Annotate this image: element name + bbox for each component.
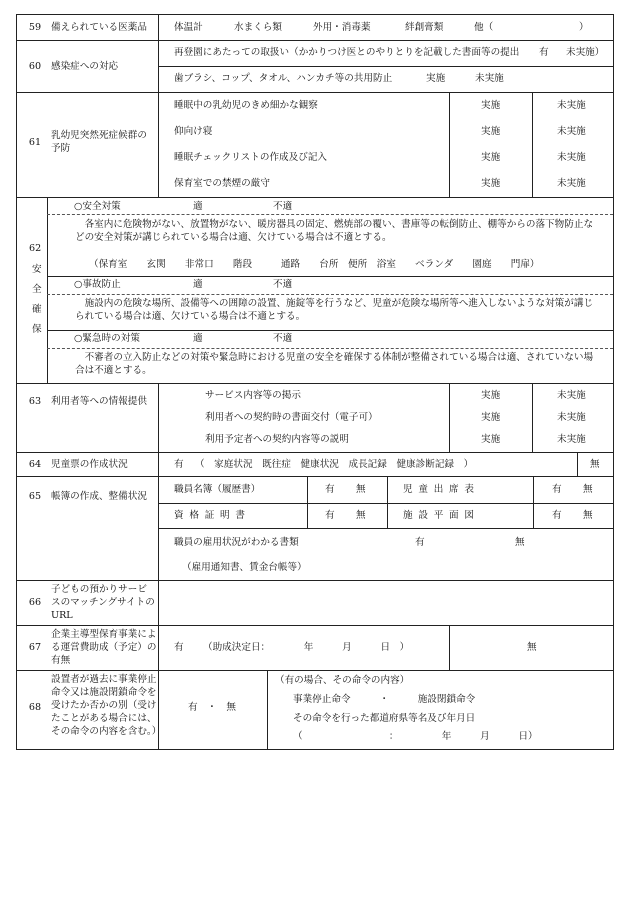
employment-documents: 職員の雇用状況がわかる書類: [174, 537, 299, 548]
item-other-close: ）: [579, 22, 589, 33]
record-yes: 有: [174, 459, 184, 470]
side-label-char: 確: [32, 304, 42, 315]
info-item-yes: 実施: [481, 412, 501, 423]
row-63: [17, 384, 613, 453]
qualification-no: 無: [356, 510, 366, 521]
row-64: [17, 453, 613, 477]
row-67: [17, 626, 613, 671]
sids-item-yes: 実施: [481, 152, 501, 163]
row-label: 帳簿の作成、整備状況: [51, 491, 147, 502]
accident-prevention-body: 施設内の危険な場所、設備等への囲障の設置、施錠等を行うなど、児童が危険な場所等へ進入しないような対策が講じられている場合は適、欠けている場合は不適とする。: [75, 298, 594, 322]
readmission-handling: 再登園にあたっての取扱い（かかりつけ医とのやりとりを記載した書面等の提出: [174, 47, 520, 58]
row-label: 利用者等への情報提供: [51, 396, 147, 407]
shared-items-no: 未実施: [475, 73, 504, 84]
shared-items-prevention: 歯ブラシ、コップ、タオル、ハンカチ等の共用防止: [174, 73, 393, 84]
sids-item-text: 睡眠チェックリストの作成及び記入: [174, 152, 328, 163]
floor-plan-yes: 有: [552, 510, 562, 521]
sids-item-no: 未実施: [557, 178, 586, 189]
inspection-table: [16, 14, 614, 750]
item-thermometer: 体温計: [174, 22, 203, 33]
row-number: 65: [28, 491, 42, 502]
accident-prevention-title: ○事故防止: [74, 279, 121, 290]
qualification-certificate: 資格証明書: [174, 510, 251, 521]
info-item-text: サービス内容等の掲示: [205, 390, 301, 401]
row-number: 66: [28, 597, 42, 608]
floor-plan-no: 無: [583, 510, 593, 521]
sids-item-no: 未実施: [557, 152, 586, 163]
order-issuer: その命令を行った都道府県等名及び年月日: [293, 713, 476, 724]
safety-measures-body: 各室内に危険物がない、放置物がない、暖房器具の固定、燃焼部の覆い、書庫等の転倒防止、棚等からの落下物防止などの安全対策が講じられている場合は適、欠けている場合は不適とする。: [75, 219, 594, 243]
side-label-char: 安: [32, 264, 42, 275]
row-61: [17, 93, 613, 198]
row-68: [17, 671, 613, 749]
qualification-yes: 有: [325, 510, 335, 521]
row-65: [17, 477, 613, 581]
order-detail-header: （有の場合、その命令の内容）: [275, 675, 410, 686]
info-item-no: 未実施: [557, 412, 586, 423]
row-label: 乳幼児突然死症候群の予防: [51, 130, 147, 154]
row-label: 企業主導型保育事業による運営費助成（予定）の有無: [51, 629, 157, 666]
info-item-no: 未実施: [557, 434, 586, 445]
row-number: 61: [28, 137, 42, 148]
shared-items-yes: 実施: [426, 73, 446, 84]
item-ice-pillow: 水まくら類: [234, 22, 282, 33]
subsidy-yes: 有: [174, 642, 184, 653]
row-number: 64: [28, 459, 42, 470]
attendance-sheet: 児童出席表: [403, 484, 480, 495]
sids-item-yes: 実施: [481, 100, 501, 111]
emergency-title: ○緊急時の対策: [74, 333, 140, 344]
item-bandage: 絆創膏類: [405, 22, 444, 33]
row-60: [17, 41, 613, 93]
order-choice: 有 ・ 無: [188, 702, 236, 713]
item-other: 他（: [474, 22, 494, 33]
safety-measures-ng: 不適: [273, 201, 293, 212]
readmission-no: 未実施）: [566, 47, 605, 58]
sids-item-text: 睡眠中の乳幼児のきめ細かな観察: [174, 100, 318, 111]
row-62: [17, 198, 613, 384]
order-types: 事業停止命令 ・ 施設閉鎖命令: [293, 694, 476, 705]
safety-measures-ok: 適: [193, 201, 203, 212]
side-label-char: 保: [32, 324, 42, 335]
staff-roster-no: 無: [356, 484, 366, 495]
subsidy-date: （助成決定日： 年 月 日 ）: [203, 642, 410, 653]
info-item-yes: 実施: [481, 390, 501, 401]
info-item-text: 利用者への契約時の書面交付（電子可）: [205, 412, 378, 423]
info-item-text: 利用予定者への契約内容等の説明: [205, 434, 349, 445]
row-66: [17, 581, 613, 626]
row-label: 子どもの預かりサービスのマッチングサイトのURL: [51, 584, 155, 621]
attendance-sheet-yes: 有: [552, 484, 562, 495]
accident-prevention-ng: 不適: [273, 279, 293, 290]
record-no: 無: [590, 459, 600, 470]
staff-roster-yes: 有: [325, 484, 335, 495]
row-label: 児童票の作成状況: [51, 459, 128, 470]
emergency-ok: 適: [193, 333, 203, 344]
employment-no: 無: [515, 537, 525, 548]
employment-examples: （雇用通知書、賃金台帳等）: [182, 562, 307, 573]
sids-item-no: 未実施: [557, 126, 586, 137]
sids-item-yes: 実施: [481, 126, 501, 137]
row-number: 67: [28, 642, 42, 653]
item-disinfectant: 外用・消毒薬: [313, 22, 371, 33]
row-number: 68: [28, 702, 42, 713]
emergency-body: 不審者の立入防止などの対策や緊急時における児童の安全を確保する体制が整備されている場合は適、されていない場合は不適とする。: [75, 352, 594, 376]
row-number: 60: [28, 61, 42, 72]
row-label: 備えられている医薬品: [51, 22, 147, 33]
accident-prevention-ok: 適: [193, 279, 203, 290]
attendance-sheet-no: 無: [583, 484, 593, 495]
floor-plan: 施設平面図: [403, 510, 480, 521]
row-label: 感染症への対応: [51, 61, 119, 72]
row-number: 63: [28, 396, 42, 407]
employment-yes: 有: [415, 537, 425, 548]
row-number: 62: [29, 243, 42, 254]
subsidy-no: 無: [527, 642, 537, 653]
safety-measures-title: ○安全対策: [74, 201, 121, 212]
sids-item-no: 未実施: [557, 100, 586, 111]
sids-item-text: 保育室での禁煙の厳守: [174, 178, 270, 189]
readmission-yes: 有: [539, 47, 549, 58]
sids-item-yes: 実施: [481, 178, 501, 189]
row-59: [17, 15, 613, 41]
side-label-char: 全: [32, 284, 42, 295]
order-date: （ ： 年 月 日）: [293, 731, 538, 742]
row-label: 設置者が過去に事業停止命令又は施設閉鎖命令を受けたか否かの別（受けたことがある場合には、その命令の内容を含む。）: [51, 674, 162, 737]
staff-roster: 職員名簿（履歴書）: [174, 484, 261, 495]
info-item-no: 未実施: [557, 390, 586, 401]
record-detail: （ 家庭状況 既往症 健康状況 成長記録 健康診断記録 ）: [195, 459, 474, 470]
info-item-yes: 実施: [481, 434, 501, 445]
emergency-ng: 不適: [273, 333, 293, 344]
sids-item-text: 仰向け寝: [174, 126, 213, 137]
row-number: 59: [28, 22, 42, 33]
safety-places: （保育室 玄関 非常口 階段 通路 台所 便所 浴室 ベランダ 園庭 門扉）: [89, 259, 540, 270]
